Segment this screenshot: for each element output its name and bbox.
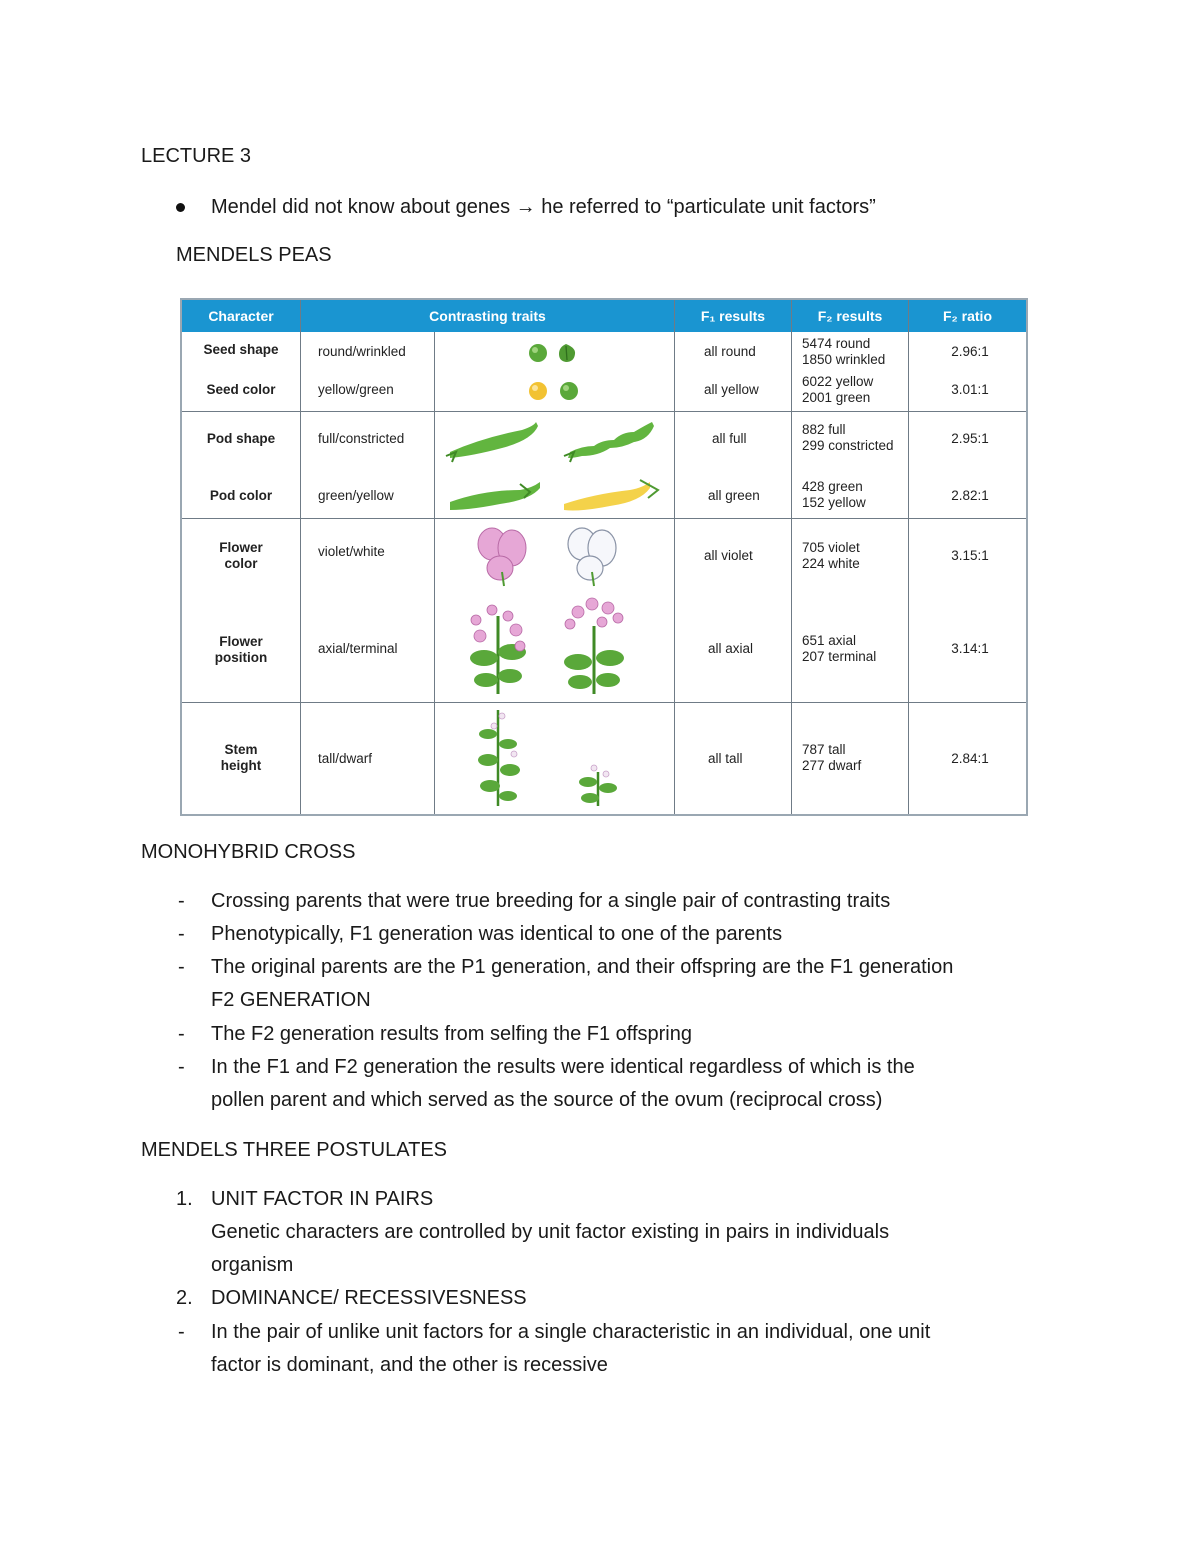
- header-f2-results: F₂ results: [792, 300, 908, 332]
- ratio-seed-color: 3.01:1: [951, 382, 989, 397]
- f2-generation-heading: F2 GENERATION: [211, 989, 371, 1011]
- traits-stem-height: tall/dwarf: [318, 751, 373, 766]
- character-seed-color: Seed color: [206, 382, 276, 397]
- dominance-item-line2: factor is dominant, and the other is recessive: [211, 1354, 608, 1376]
- character-flower-position: Flower position: [214, 634, 268, 665]
- header-f2-ratio: F₂ ratio: [909, 300, 1026, 332]
- f2-stem-height: 787 tall 277 dwarf: [802, 742, 862, 773]
- postulate-1-desc-line1: Genetic characters are controlled by unit factor existing in pairs in individuals: [211, 1221, 890, 1243]
- tall-dwarf-plants-image: [472, 704, 632, 808]
- f1-flower-color: all violet: [704, 548, 753, 563]
- f2-item-2-continued: pollen parent and which served as the source of the ovum (reciprocal cross): [211, 1089, 883, 1111]
- mono-item-2: Phenotypically, F1 generation was identical to one of the parents: [211, 923, 783, 945]
- ratio-stem-height: 2.84:1: [951, 751, 989, 766]
- f2-pod-color: 428 green 152 yellow: [802, 479, 866, 510]
- traits-seed-color: yellow/green: [318, 382, 394, 397]
- postulate-2-title: DOMINANCE/ RECESSIVESNESS: [211, 1287, 527, 1309]
- f1-flower-position: all axial: [708, 641, 754, 656]
- postulate-1-title: UNIT FACTOR IN PAIRS: [211, 1188, 434, 1210]
- character-seed-shape: Seed shape: [203, 342, 279, 357]
- full-constricted-pods-image: [442, 418, 662, 464]
- ratio-flower-color: 3.15:1: [951, 548, 989, 563]
- f2-seed-shape: 5474 round 1850 wrinkled: [802, 336, 886, 367]
- dominance-item-line1: In the pair of unlike unit factors for a single characteristic in an individual, one unit: [211, 1321, 931, 1343]
- header-character: Character: [182, 300, 300, 332]
- ratio-seed-shape: 2.96:1: [951, 344, 989, 359]
- mono-item-1: Crossing parents that were true breeding for a single pair of contrasting traits: [211, 890, 891, 912]
- dash-marker: -: [178, 956, 185, 978]
- postulate-1-desc-line2: organism: [211, 1254, 294, 1276]
- f1-pod-shape: all full: [712, 431, 747, 446]
- f2-pod-shape: 882 full 299 constricted: [802, 422, 894, 453]
- round-wrinkled-seeds-image: [522, 342, 582, 364]
- intro-bullet: Mendel did not know about genes → he referred to “particulate unit factors”: [211, 196, 876, 218]
- yellow-green-seeds-image: [524, 380, 584, 402]
- green-yellow-pods-image: [444, 476, 666, 516]
- f2-seed-color: 6022 yellow 2001 green: [802, 374, 874, 405]
- character-flower-color: Flower color: [219, 540, 263, 571]
- traits-seed-shape: round/wrinkled: [318, 344, 406, 359]
- mendel-pea-table: [180, 298, 1028, 816]
- f2-flower-position: 651 axial 207 terminal: [802, 633, 877, 664]
- traits-pod-shape: full/constricted: [318, 431, 405, 446]
- section-three-postulates: MENDELS THREE POSTULATES: [141, 1139, 447, 1161]
- f1-pod-color: all green: [708, 488, 760, 503]
- f1-stem-height: all tall: [708, 751, 743, 766]
- dash-marker: -: [178, 890, 185, 912]
- postulate-2-number: 2.: [176, 1287, 193, 1309]
- mono-item-3: The original parents are the P1 generation, and their offspring are the F1 generation: [211, 956, 954, 978]
- ratio-pod-color: 2.82:1: [951, 488, 989, 503]
- header-contrasting-traits: Contrasting traits: [301, 300, 674, 332]
- traits-flower-color: violet/white: [318, 544, 385, 559]
- header-f1-results: F₁ results: [675, 300, 791, 332]
- dash-marker: -: [178, 1056, 185, 1078]
- bullet-icon: [176, 203, 185, 212]
- dash-marker: -: [178, 1321, 185, 1343]
- character-pod-color: Pod color: [209, 488, 273, 503]
- dash-marker: -: [178, 923, 185, 945]
- section-monohybrid-cross: MONOHYBRID CROSS: [141, 841, 356, 863]
- f2-item-2: In the F1 and F2 generation the results were identical regardless of which is the: [211, 1056, 915, 1078]
- f2-item-1: The F2 generation results from selfing the F1 offspring: [211, 1023, 692, 1045]
- dash-marker: -: [178, 1023, 185, 1045]
- lecture-title: LECTURE 3: [141, 145, 252, 167]
- violet-white-flowers-image: [472, 524, 632, 588]
- traits-flower-position: axial/terminal: [318, 641, 398, 656]
- character-stem-height: Stem height: [220, 742, 262, 773]
- axial-terminal-plants-image: [462, 596, 642, 696]
- section-mendels-peas: MENDELS PEAS: [176, 244, 332, 266]
- ratio-pod-shape: 2.95:1: [951, 431, 989, 446]
- character-pod-shape: Pod shape: [206, 431, 276, 446]
- f1-seed-shape: all round: [704, 344, 756, 359]
- postulate-1-number: 1.: [176, 1188, 193, 1210]
- f1-seed-color: all yellow: [704, 382, 759, 397]
- f2-flower-color: 705 violet 224 white: [802, 540, 860, 571]
- traits-pod-color: green/yellow: [318, 488, 394, 503]
- ratio-flower-position: 3.14:1: [951, 641, 989, 656]
